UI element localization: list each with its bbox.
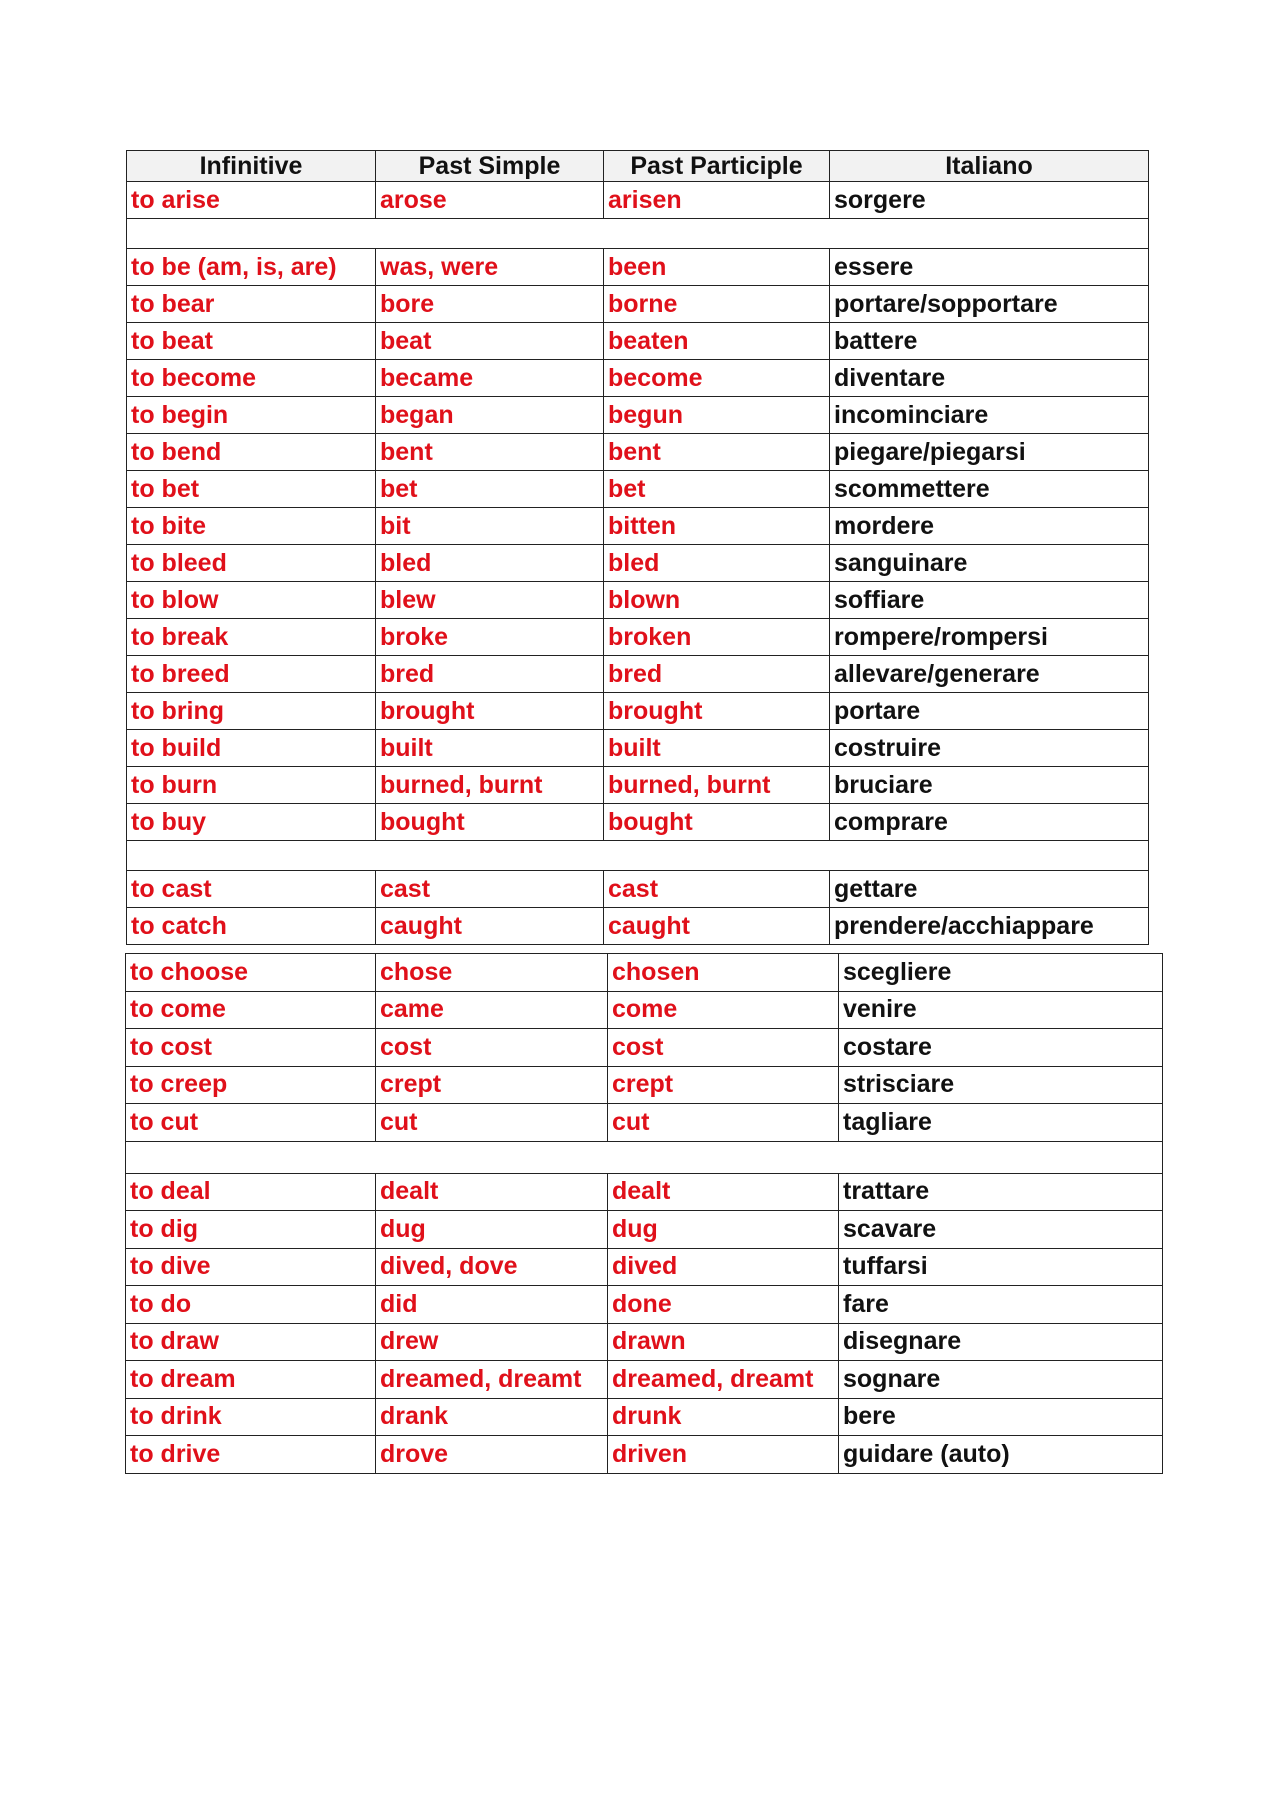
infinitive-cell: to choose: [126, 954, 376, 992]
verb-table-top: [126, 150, 1149, 945]
italiano-cell: comprare: [830, 804, 1149, 841]
italiano-cell: tagliare: [839, 1104, 1163, 1142]
past-participle-cell: crept: [608, 1066, 839, 1104]
infinitive-cell: to dive: [126, 1248, 376, 1286]
past-participle-cell: driven: [608, 1436, 839, 1474]
past-participle-cell: come: [608, 991, 839, 1029]
past-participle-cell: bent: [604, 434, 830, 471]
past-participle-cell: been: [604, 249, 830, 286]
italiano-cell: gettare: [830, 871, 1149, 908]
infinitive-cell: to bring: [127, 693, 376, 730]
past-participle-cell: bred: [604, 656, 830, 693]
past-participle-cell: borne: [604, 286, 830, 323]
past-participle-cell: arisen: [604, 182, 830, 219]
past-simple-cell: bred: [376, 656, 604, 693]
past-simple-cell: began: [376, 397, 604, 434]
verb-row: [127, 286, 1149, 323]
past-participle-cell: drawn: [608, 1323, 839, 1361]
infinitive-cell: to drive: [126, 1436, 376, 1474]
infinitive-cell: to do: [126, 1286, 376, 1324]
infinitive-cell: to cast: [127, 871, 376, 908]
past-participle-cell: dealt: [608, 1173, 839, 1211]
verb-row: [127, 804, 1149, 841]
verb-table-top-body: [127, 182, 1149, 945]
verb-row: [126, 1323, 1163, 1361]
infinitive-cell: to dig: [126, 1211, 376, 1249]
verb-row: [126, 1286, 1163, 1324]
past-simple-cell: caught: [376, 908, 604, 945]
past-participle-cell: done: [608, 1286, 839, 1324]
past-simple-cell: blew: [376, 582, 604, 619]
past-simple-cell: bled: [376, 545, 604, 582]
past-participle-cell: cost: [608, 1029, 839, 1067]
past-participle-cell: dreamed, dreamt: [608, 1361, 839, 1399]
past-simple-cell: did: [376, 1286, 608, 1324]
infinitive-cell: to come: [126, 991, 376, 1029]
infinitive-cell: to begin: [127, 397, 376, 434]
verb-row: [126, 1436, 1163, 1474]
past-participle-cell: dug: [608, 1211, 839, 1249]
infinitive-cell: to build: [127, 730, 376, 767]
italiano-cell: strisciare: [839, 1066, 1163, 1104]
verb-row: [127, 545, 1149, 582]
verb-row: [127, 871, 1149, 908]
infinitive-cell: to bear: [127, 286, 376, 323]
past-participle-cell: bitten: [604, 508, 830, 545]
past-participle-cell: built: [604, 730, 830, 767]
verb-row: [126, 1398, 1163, 1436]
verb-row: [127, 397, 1149, 434]
italiano-cell: costruire: [830, 730, 1149, 767]
past-simple-cell: bought: [376, 804, 604, 841]
past-simple-cell: drank: [376, 1398, 608, 1436]
verb-row: [126, 1104, 1163, 1142]
verb-row: [127, 360, 1149, 397]
italiano-cell: mordere: [830, 508, 1149, 545]
past-participle-cell: become: [604, 360, 830, 397]
spacer-row: [126, 1141, 1163, 1173]
past-participle-cell: drunk: [608, 1398, 839, 1436]
italiano-cell: scavare: [839, 1211, 1163, 1249]
past-participle-cell: broken: [604, 619, 830, 656]
infinitive-cell: to cut: [126, 1104, 376, 1142]
infinitive-cell: to beat: [127, 323, 376, 360]
infinitive-cell: to bet: [127, 471, 376, 508]
past-simple-cell: brought: [376, 693, 604, 730]
past-participle-cell: brought: [604, 693, 830, 730]
spacer-cell: [127, 219, 1149, 249]
past-simple-cell: cast: [376, 871, 604, 908]
verb-row: [126, 1173, 1163, 1211]
past-simple-cell: beat: [376, 323, 604, 360]
past-simple-cell: cut: [376, 1104, 608, 1142]
past-simple-cell: dug: [376, 1211, 608, 1249]
italiano-cell: trattare: [839, 1173, 1163, 1211]
italiano-cell: allevare/generare: [830, 656, 1149, 693]
verb-table-bottom-body: [126, 954, 1163, 1474]
past-simple-cell: dealt: [376, 1173, 608, 1211]
past-simple-cell: built: [376, 730, 604, 767]
past-participle-cell: burned, burnt: [604, 767, 830, 804]
verb-row: [127, 693, 1149, 730]
past-simple-cell: burned, burnt: [376, 767, 604, 804]
verb-table-bottom: [125, 953, 1163, 1474]
header-past-participle: Past Participle: [604, 151, 830, 182]
past-simple-cell: drove: [376, 1436, 608, 1474]
italiano-cell: bere: [839, 1398, 1163, 1436]
italiano-cell: diventare: [830, 360, 1149, 397]
verb-row: [127, 508, 1149, 545]
past-simple-cell: crept: [376, 1066, 608, 1104]
infinitive-cell: to catch: [127, 908, 376, 945]
infinitive-cell: to breed: [127, 656, 376, 693]
verb-row: [126, 1211, 1163, 1249]
italiano-cell: portare: [830, 693, 1149, 730]
verb-row: [127, 619, 1149, 656]
italiano-cell: battere: [830, 323, 1149, 360]
italiano-cell: venire: [839, 991, 1163, 1029]
past-participle-cell: begun: [604, 397, 830, 434]
past-participle-cell: beaten: [604, 323, 830, 360]
past-simple-cell: dived, dove: [376, 1248, 608, 1286]
header-infinitive: Infinitive: [127, 151, 376, 182]
italiano-cell: fare: [839, 1286, 1163, 1324]
verb-row: [126, 1248, 1163, 1286]
past-simple-cell: drew: [376, 1323, 608, 1361]
past-participle-cell: dived: [608, 1248, 839, 1286]
verb-row: [126, 954, 1163, 992]
italiano-cell: essere: [830, 249, 1149, 286]
italiano-cell: sanguinare: [830, 545, 1149, 582]
italiano-cell: incominciare: [830, 397, 1149, 434]
past-simple-cell: bit: [376, 508, 604, 545]
verb-row: [127, 582, 1149, 619]
past-participle-cell: bet: [604, 471, 830, 508]
infinitive-cell: to break: [127, 619, 376, 656]
infinitive-cell: to drink: [126, 1398, 376, 1436]
past-simple-cell: was, were: [376, 249, 604, 286]
italiano-cell: sorgere: [830, 182, 1149, 219]
infinitive-cell: to cost: [126, 1029, 376, 1067]
past-participle-cell: blown: [604, 582, 830, 619]
spacer-row: [127, 841, 1149, 871]
spacer-cell: [126, 1141, 1163, 1173]
verb-row: [127, 182, 1149, 219]
past-participle-cell: cast: [604, 871, 830, 908]
italiano-cell: costare: [839, 1029, 1163, 1067]
italiano-cell: bruciare: [830, 767, 1149, 804]
italiano-cell: tuffarsi: [839, 1248, 1163, 1286]
infinitive-cell: to bend: [127, 434, 376, 471]
infinitive-cell: to burn: [127, 767, 376, 804]
infinitive-cell: to blow: [127, 582, 376, 619]
infinitive-cell: to deal: [126, 1173, 376, 1211]
past-simple-cell: bet: [376, 471, 604, 508]
infinitive-cell: to arise: [127, 182, 376, 219]
past-simple-cell: bent: [376, 434, 604, 471]
past-simple-cell: broke: [376, 619, 604, 656]
past-simple-cell: became: [376, 360, 604, 397]
italiano-cell: prendere/acchiappare: [830, 908, 1149, 945]
past-participle-cell: bought: [604, 804, 830, 841]
verb-row: [127, 434, 1149, 471]
verb-row: [127, 730, 1149, 767]
past-participle-cell: bled: [604, 545, 830, 582]
verb-row: [127, 908, 1149, 945]
verb-row: [127, 471, 1149, 508]
past-simple-cell: came: [376, 991, 608, 1029]
verb-row: [126, 1066, 1163, 1104]
infinitive-cell: to bite: [127, 508, 376, 545]
past-simple-cell: bore: [376, 286, 604, 323]
infinitive-cell: to creep: [126, 1066, 376, 1104]
italiano-cell: rompere/rompersi: [830, 619, 1149, 656]
italiano-cell: disegnare: [839, 1323, 1163, 1361]
infinitive-cell: to dream: [126, 1361, 376, 1399]
past-simple-cell: arose: [376, 182, 604, 219]
italiano-cell: sognare: [839, 1361, 1163, 1399]
infinitive-cell: to draw: [126, 1323, 376, 1361]
verb-row: [127, 323, 1149, 360]
verb-row: [126, 991, 1163, 1029]
infinitive-cell: to bleed: [127, 545, 376, 582]
past-participle-cell: chosen: [608, 954, 839, 992]
infinitive-cell: to buy: [127, 804, 376, 841]
spacer-cell: [127, 841, 1149, 871]
italiano-cell: piegare/piegarsi: [830, 434, 1149, 471]
past-simple-cell: chose: [376, 954, 608, 992]
past-simple-cell: dreamed, dreamt: [376, 1361, 608, 1399]
infinitive-cell: to be (am, is, are): [127, 249, 376, 286]
verb-row: [127, 767, 1149, 804]
infinitive-cell: to become: [127, 360, 376, 397]
past-simple-cell: cost: [376, 1029, 608, 1067]
verb-row: [126, 1361, 1163, 1399]
header-past-simple: Past Simple: [376, 151, 604, 182]
italiano-cell: soffiare: [830, 582, 1149, 619]
verb-row: [127, 249, 1149, 286]
header-row: [127, 151, 1149, 182]
spacer-row: [127, 219, 1149, 249]
italiano-cell: portare/sopportare: [830, 286, 1149, 323]
header-italiano: Italiano: [830, 151, 1149, 182]
past-participle-cell: cut: [608, 1104, 839, 1142]
past-participle-cell: caught: [604, 908, 830, 945]
italiano-cell: guidare (auto): [839, 1436, 1163, 1474]
verb-row: [126, 1029, 1163, 1067]
verb-row: [127, 656, 1149, 693]
italiano-cell: scommettere: [830, 471, 1149, 508]
italiano-cell: scegliere: [839, 954, 1163, 992]
